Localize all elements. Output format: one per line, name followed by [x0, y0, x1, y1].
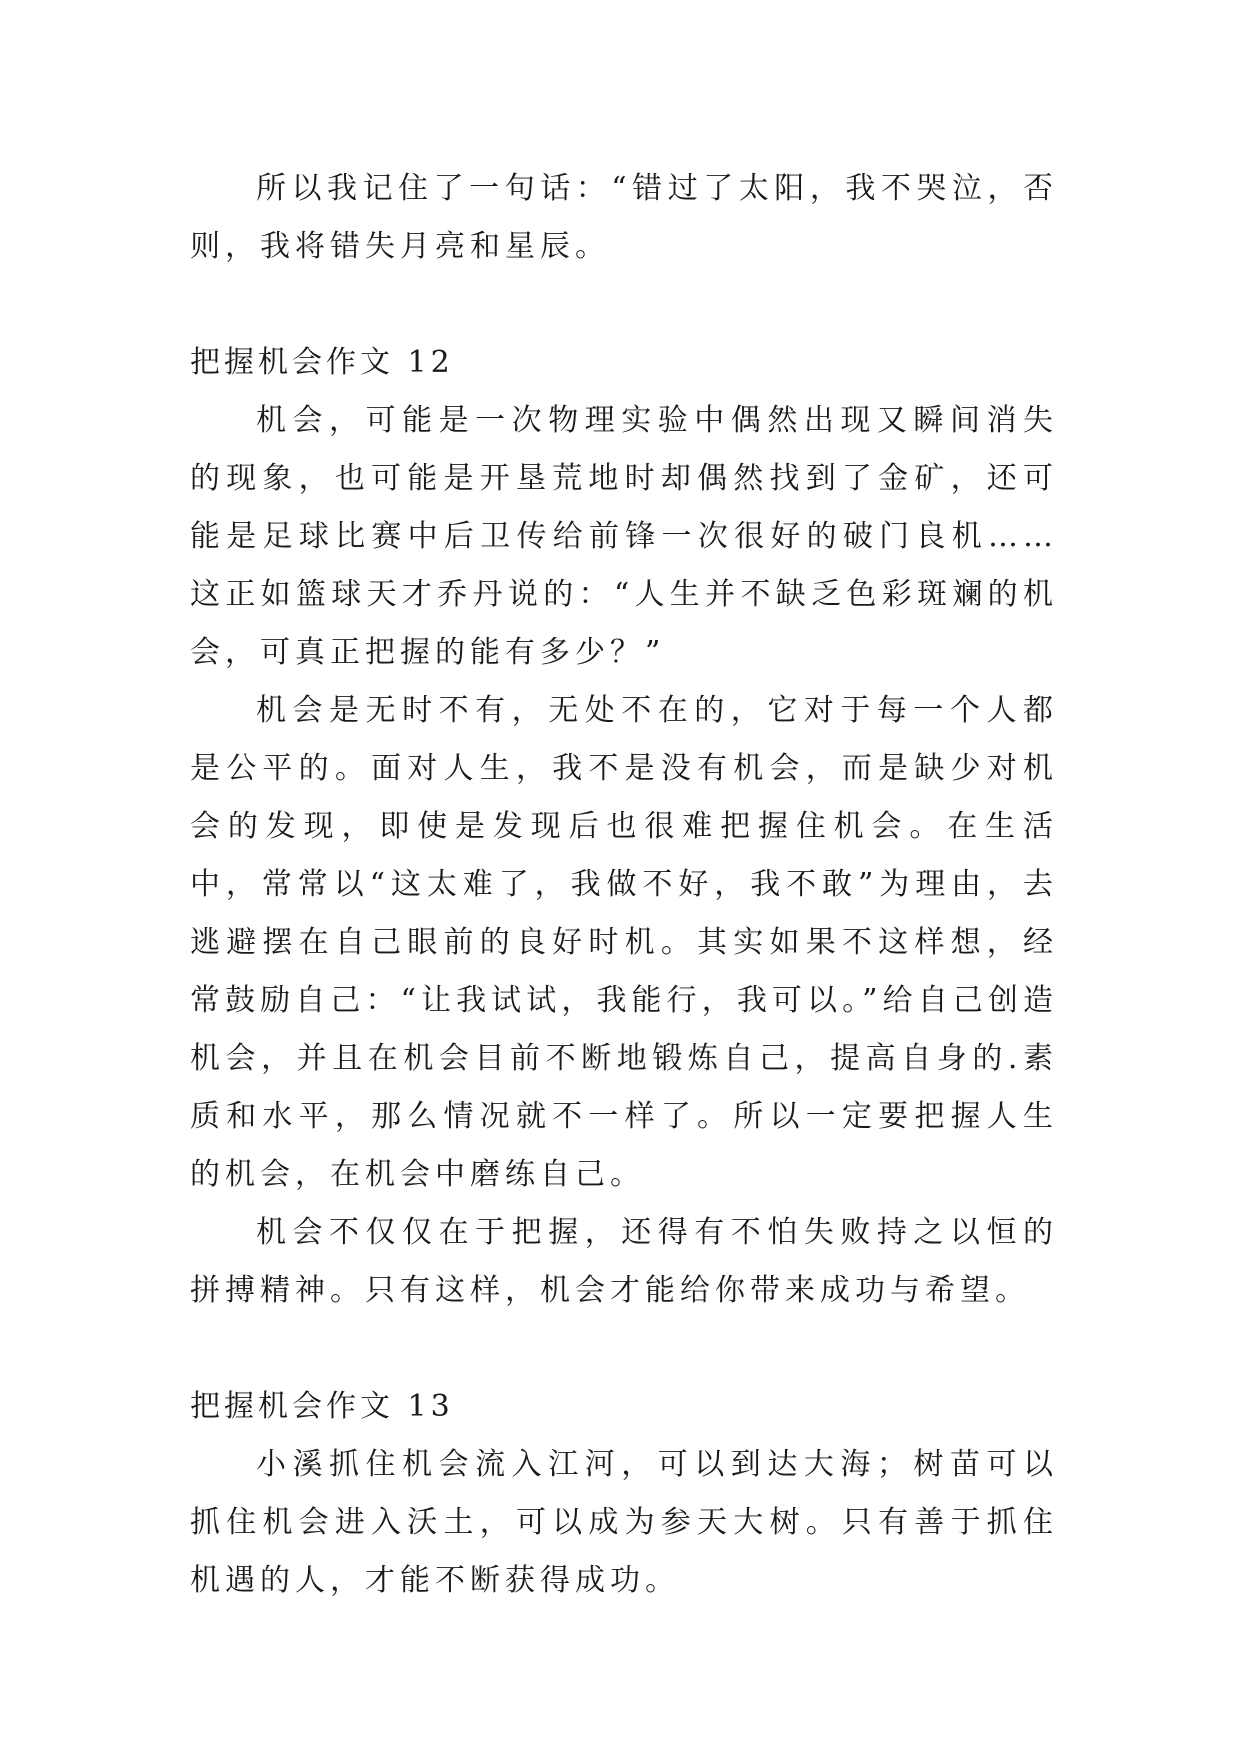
section-heading-13: 把握机会作文 13: [190, 1389, 454, 1424]
section-13-paragraph-1: 小溪抓住机会流入江河，可以到达大海；树苗可以抓住机会进入沃土，可以成为参天大树。只有善于抓住机遇的人，才能不断获得成功。: [190, 1447, 1058, 1598]
section-heading-12: 把握机会作文 12: [190, 345, 454, 380]
section-gap: [190, 276, 1058, 334]
section-12-paragraph-2: 机会是无时不有，无处不在的，它对于每一个人都是公平的。面对人生，我不是没有机会，而是缺少对机会的发现，即使是发现后也很难把握住机会。在生活中，常常以“这太难了，我做不好，我不敢”为理由，去逃避摆在自己眼前的良好时机。其实如果不这样想，经常鼓励自己：“让我试试，我能行，我可以。”给自己创造机会，并且在机会目前不断地锻炼自己，提高自身的.素质和水平，那么情况就不一样了。所以一定要把握人生的机会，在机会中磨练自己。: [190, 693, 1058, 1192]
document-page: [190, 160, 1058, 1610]
section-12-paragraph-3: 机会不仅仅在于把握，还得有不怕失败持之以恒的拼搏精神。只有这样，机会才能给你带来成功与希望。: [190, 1215, 1058, 1308]
section-gap: [190, 1320, 1058, 1378]
section-12-paragraph-1: 机会，可能是一次物理实验中偶然出现又瞬间消失的现象，也可能是开垦荒地时却偶然找到了金矿，还可能是足球比赛中后卫传给前锋一次很好的破门良机……这正如篮球天才乔丹说的：“人生并不缺乏色彩斑斓的机会，可真正把握的能有多少？”: [190, 403, 1058, 670]
intro-paragraph: 所以我记住了一句话：“错过了太阳，我不哭泣，否则，我将错失月亮和星辰。: [190, 171, 1058, 264]
